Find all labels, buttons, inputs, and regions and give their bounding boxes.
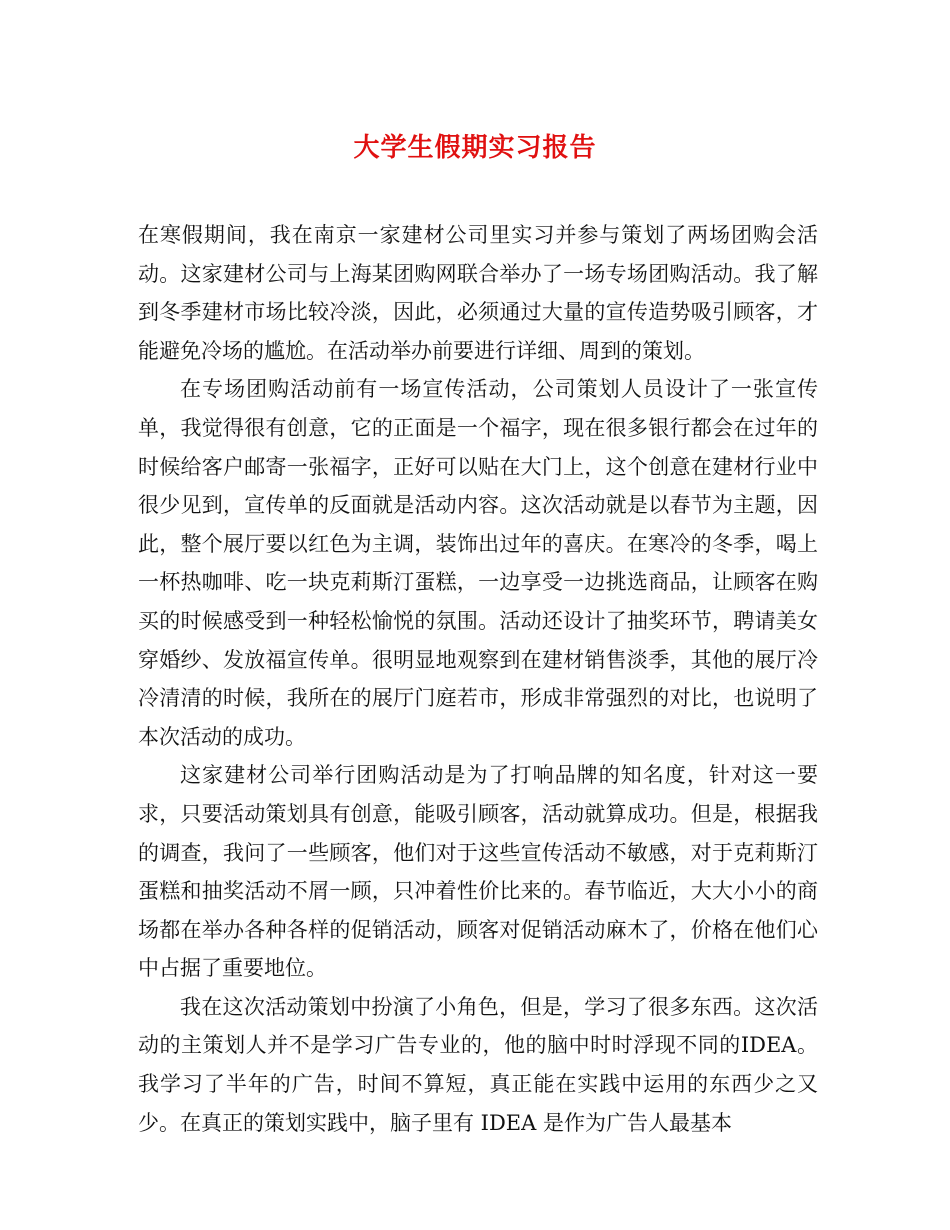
document-body	[138, 216, 818, 1142]
paragraph-1: 在寒假期间，我在南京一家建材公司里实习并参与策划了两场团购会活动。这家建材公司与上海某团购网联合举办了一场专场团购活动。我了解到冬季建材市场比较冷淡，因此，必须通过大量的宣传造势吸引顾客，才能避免冷场的尴尬。在活动举办前要进行详细、周到的策划。	[138, 223, 818, 363]
document-title: 大学生假期实习报告	[353, 133, 597, 163]
paragraph-4: 我在这次活动策划中扮演了小角色，但是，学习了很多东西。这次活动的主策划人并不是学习广告专业的，他的脑中时时浮现不同的IDEA。我学习了半年的广告，时间不算短，真正能在实践中运用的东西少之又少。在真正的策划实践中，脑子里有 IDEA 是作为广告人最基本	[138, 994, 818, 1135]
paragraph-3: 这家建材公司举行团购活动是为了打响品牌的知名度，针对这一要求，只要活动策划具有创意，能吸引顾客，活动就算成功。但是，根据我的调查，我问了一些顾客，他们对于这些宣传活动不敏感，对于克莉斯汀蛋糕和抽奖活动不屑一顾，只冲着性价比来的。春节临近，大大小小的商场都在举办各种各样的促销活动，顾客对促销活动麻木了，价格在他们心中占据了重要地位。	[138, 763, 818, 981]
paragraph-2: 在专场团购活动前有一场宣传活动，公司策划人员设计了一张宣传单，我觉得很有创意，它的正面是一个福字，现在很多银行都会在过年的时候给客户邮寄一张福字，正好可以贴在大门上，这个创意在建材行业中很少见到，宣传单的反面就是活动内容。这次活动就是以春节为主题，因此，整个展厅要以红色为主调，装饰出过年的喜庆。在寒冷的冬季，喝上一杯热咖啡、吃一块克莉斯汀蛋糕，一边享受一边挑选商品，让顾客在购买的时候感受到一种轻松愉悦的氛围。活动还设计了抽奖环节，聘请美女穿婚纱、发放福宣传单。很明显地观察到在建材销售淡季，其他的展厅冷冷清清的时候，我所在的展厅门庭若市，形成非常强烈的对比，也说明了本次活动的成功。	[138, 377, 818, 749]
